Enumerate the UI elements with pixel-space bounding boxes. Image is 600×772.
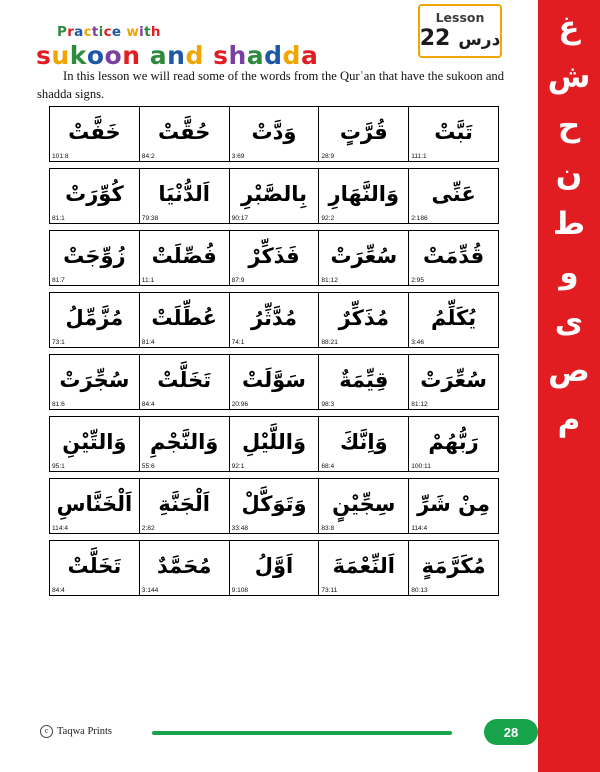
lesson-number: 22: [419, 26, 451, 51]
title-letter-6: [141, 41, 150, 70]
strip-letter: ن: [555, 157, 583, 193]
strip-letter: ح: [557, 108, 581, 144]
word-cell[interactable]: [408, 417, 498, 471]
arabic-word: وَاِنَّكَ: [339, 429, 388, 454]
arabic-word: سِجِّيْنٍ: [332, 491, 396, 516]
word-cell[interactable]: [408, 169, 498, 223]
word-cell[interactable]: [50, 107, 139, 161]
title-letter-8: n: [167, 41, 186, 70]
verse-reference: 81:4: [141, 339, 155, 346]
verse-reference: 87:9: [231, 277, 245, 284]
word-row: [49, 292, 499, 348]
verse-reference: 3:69: [231, 153, 245, 160]
verse-reference: 95:1: [52, 463, 65, 470]
arabic-word: مُدَّثِّرُ: [250, 305, 298, 330]
title-letter-9: d: [185, 41, 204, 70]
title-letter-13: a: [246, 41, 265, 70]
verse-reference: 101:8: [52, 153, 69, 160]
verse-reference: 2:82: [141, 525, 155, 532]
word-cell[interactable]: [50, 417, 139, 471]
arabic-word: يُكَلِّمُ: [431, 305, 477, 330]
verse-reference: 88:21: [321, 339, 338, 346]
lesson-label: Lesson: [435, 10, 485, 25]
arabic-word: كُوِّرَتْ: [65, 181, 124, 206]
verse-reference: 9:108: [231, 587, 249, 594]
word-cell[interactable]: [139, 293, 229, 347]
arabic-word: حُقَّتْ: [157, 119, 211, 144]
verse-reference: 84:4: [52, 587, 65, 594]
lesson-badge: [418, 4, 502, 58]
verse-reference: 111:1: [411, 153, 427, 160]
page-number-badge: 28: [484, 719, 538, 745]
word-cell[interactable]: [50, 293, 139, 347]
title-letter-2: k: [69, 41, 87, 70]
arabic-word: مِنْ شَرِّ: [417, 491, 491, 516]
arabic-word: قُرَّتٍ: [339, 119, 388, 144]
arabic-word: سَوَّلَتْ: [242, 367, 306, 392]
verse-reference: 100:11: [411, 463, 431, 470]
verse-reference: 81:7: [52, 277, 65, 284]
word-cell[interactable]: [318, 355, 408, 409]
strip-letter: غ: [558, 10, 580, 46]
arabic-word: تَبَّتْ: [434, 119, 473, 144]
arabic-word: اَلدُّنْيَا: [158, 181, 210, 206]
verse-reference: 90:17: [231, 215, 249, 222]
title-letter-4: o: [104, 41, 123, 70]
verse-reference: 80:13: [411, 587, 428, 594]
title-letter-16: a: [300, 41, 319, 70]
arabic-word: وَاللَّيْلِ: [241, 429, 306, 454]
verse-reference: 28:9: [321, 153, 335, 160]
strip-letter: ى: [554, 304, 584, 340]
word-cell[interactable]: [50, 541, 139, 595]
verse-reference: 2:186: [411, 215, 428, 222]
arabic-word: مُحَمَّدٌ: [157, 553, 212, 578]
word-cell[interactable]: [139, 231, 229, 285]
arabic-word: قُدِّمَتْ: [423, 243, 485, 268]
arabic-word: تَخَلَّتْ: [157, 367, 212, 392]
title-letter-1: u: [51, 41, 70, 70]
arabic-word: وَدَّتْ: [251, 119, 297, 144]
title-letter-10: [204, 41, 213, 70]
word-cell[interactable]: [139, 169, 229, 223]
title-letter-5: n: [122, 41, 141, 70]
verse-reference: 83:8: [321, 525, 335, 532]
word-row: [49, 540, 499, 596]
word-grid: [49, 106, 499, 602]
arabic-word: اَلْجَنَّةِ: [158, 491, 210, 516]
word-cell[interactable]: [139, 355, 229, 409]
word-cell[interactable]: [139, 479, 229, 533]
word-cell[interactable]: [408, 541, 498, 595]
word-row: [49, 354, 499, 410]
arabic-word: عَنِّى: [431, 181, 476, 206]
word-cell[interactable]: [408, 107, 498, 161]
arabic-word: مُكَرَّمَةٍ: [421, 553, 486, 578]
word-cell[interactable]: [139, 107, 229, 161]
word-cell[interactable]: [229, 231, 319, 285]
verse-reference: 114:4: [52, 525, 69, 532]
arabic-word: فَذَكِّرْ: [248, 243, 300, 268]
title-letter-12: h: [228, 41, 247, 70]
page-header: [0, 0, 538, 101]
verse-reference: 92:2: [321, 215, 335, 222]
arabic-word: بِالصَّبْرِ: [241, 181, 307, 206]
title-letter-15: d: [282, 41, 301, 70]
strip-letter: ش: [547, 59, 591, 95]
page-title: [36, 41, 318, 70]
word-row: [49, 416, 499, 472]
word-cell[interactable]: [229, 417, 319, 471]
word-cell[interactable]: [229, 479, 319, 533]
verse-reference: 81:1: [52, 215, 65, 222]
word-cell[interactable]: [229, 107, 319, 161]
verse-reference: 3:144: [141, 587, 159, 594]
word-cell[interactable]: [139, 541, 229, 595]
arabic-word: وَالنَّهَارِ: [328, 181, 400, 206]
arabic-word: زُوِّجَتْ: [63, 243, 126, 268]
word-cell[interactable]: [408, 231, 498, 285]
title-letter-11: s: [213, 41, 229, 70]
arabic-word: وَالتِّيْنِ: [62, 429, 127, 454]
word-cell[interactable]: [229, 169, 319, 223]
word-cell[interactable]: [229, 541, 319, 595]
lesson-arabic-word: درس: [458, 30, 501, 50]
arabic-word: وَالنَّجْمِ: [150, 429, 219, 454]
arabic-word: خَفَّتْ: [68, 119, 121, 144]
word-cell[interactable]: [50, 231, 139, 285]
word-cell[interactable]: [408, 293, 498, 347]
verse-reference: 81:6: [52, 401, 65, 408]
arabic-word: سُجِّرَتْ: [59, 367, 130, 392]
arabic-word: تَخَلَّتْ: [67, 553, 122, 578]
verse-reference: 55:6: [141, 463, 155, 470]
verse-reference: 92:1: [231, 463, 245, 470]
word-cell[interactable]: [50, 355, 139, 409]
verse-reference: 81:12: [411, 401, 428, 408]
word-cell[interactable]: [50, 479, 139, 533]
word-cell[interactable]: [408, 355, 498, 409]
arabic-word: وَتَوَكَّلْ: [241, 491, 307, 516]
strip-letter: م: [557, 402, 581, 438]
verse-reference: 2:95: [411, 277, 425, 284]
word-cell[interactable]: [229, 293, 319, 347]
footer-divider: [152, 731, 452, 735]
title-letter-3: o: [86, 41, 105, 70]
arabic-word: اَلنِّعْمَةَ: [332, 553, 395, 578]
verse-reference: 98:3: [321, 401, 335, 408]
alphabet-side-strip: [538, 0, 600, 772]
verse-reference: 74:1: [231, 339, 245, 346]
eyebrow-practice-with: Practice with: [57, 24, 161, 40]
word-row: [49, 106, 499, 162]
title-letter-0: s: [36, 41, 52, 70]
verse-reference: 84:4: [141, 401, 155, 408]
arabic-word: قِيِّمَةٌ: [339, 367, 389, 392]
verse-reference: 73:11: [321, 587, 338, 594]
copyright-text: Taqwa Prints: [57, 726, 112, 737]
copyright-icon: c: [40, 725, 53, 738]
word-row: [49, 478, 499, 534]
word-row: [49, 230, 499, 286]
arabic-word: رَبُّهُمْ: [428, 429, 479, 454]
strip-letter: ص: [548, 353, 590, 389]
word-cell[interactable]: [318, 479, 408, 533]
word-cell[interactable]: [408, 479, 498, 533]
verse-reference: 114:4: [411, 525, 428, 532]
arabic-word: فُصِّلَتْ: [151, 243, 217, 268]
arabic-word: مُذَكِّرٌ: [338, 305, 389, 330]
title-letter-14: d: [264, 41, 283, 70]
word-cell[interactable]: [318, 417, 408, 471]
strip-letter: و: [559, 255, 579, 291]
word-cell[interactable]: [318, 293, 408, 347]
verse-reference: 3:46: [411, 339, 425, 346]
page-footer: [0, 715, 538, 761]
word-cell[interactable]: [139, 417, 229, 471]
strip-letter: ط: [552, 206, 586, 242]
verse-reference: 11:1: [141, 277, 155, 284]
arabic-word: سُعِّرَتْ: [330, 243, 398, 268]
word-cell[interactable]: [318, 541, 408, 595]
verse-reference: 68:4: [321, 463, 335, 470]
arabic-word: مُزَّمِّلُ: [65, 305, 124, 330]
title-letter-7: a: [149, 41, 168, 70]
verse-reference: 20:96: [231, 401, 249, 408]
verse-reference: 33:48: [231, 525, 249, 532]
arabic-word: سُعِّرَتْ: [420, 367, 487, 392]
arabic-word: اَوَّلُ: [254, 553, 294, 578]
arabic-word: عُطِّلَتْ: [151, 305, 217, 330]
verse-reference: 81:12: [321, 277, 338, 284]
word-row: [49, 168, 499, 224]
lesson-intro-text: In this lesson we will read some of the words from the Qurʾan that have the sukoon and shadda signs.: [37, 69, 505, 101]
arabic-word: اَلْخَنَّاسِ: [56, 491, 133, 516]
word-cell[interactable]: [318, 107, 408, 161]
copyright-notice: [40, 725, 112, 738]
word-cell[interactable]: [318, 231, 408, 285]
word-cell[interactable]: [318, 169, 408, 223]
verse-reference: 79:38: [141, 215, 159, 222]
verse-reference: 73:1: [52, 339, 65, 346]
word-cell[interactable]: [50, 169, 139, 223]
verse-reference: 84:2: [141, 153, 155, 160]
word-cell[interactable]: [229, 355, 319, 409]
